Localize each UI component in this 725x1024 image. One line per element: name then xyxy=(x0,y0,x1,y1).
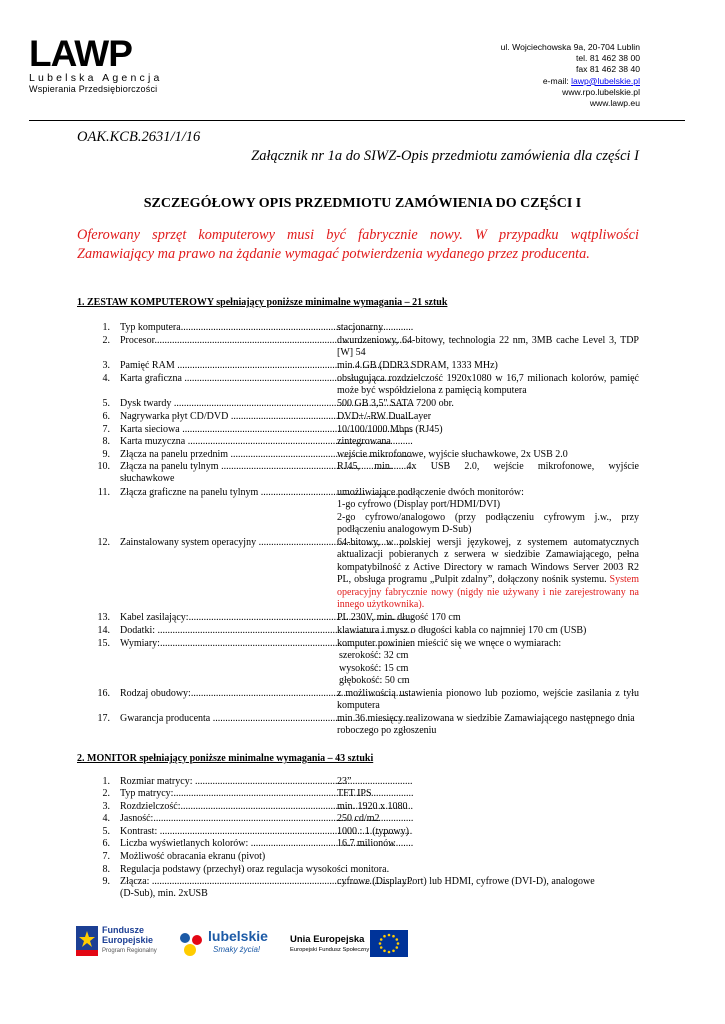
lubelskie-logo xyxy=(177,928,267,960)
spec-value: klawiatura i mysz o długości kabla co najmniej 170 cm (USB) xyxy=(337,625,587,636)
spec-label: Rodzaj obudowy: ..... xyxy=(120,688,413,700)
spec-value-red: System operacyjny fabrycznie nowy (nigdy nie używany i nie zarejestrowany na innego użytkownika). xyxy=(337,574,639,611)
spec-num: 2. xyxy=(102,788,110,799)
spec-label: Złącza graficzne na panelu tylnym ..... xyxy=(120,487,413,499)
spec-row xyxy=(77,625,639,637)
spec-row xyxy=(77,876,639,901)
lawp-logo xyxy=(29,35,169,97)
spec-value: RJ45, min. 4x USB 2.0, wejście mikrofonowe, wyjście xyxy=(337,461,639,472)
spec-label: Jasność: ..... xyxy=(120,813,413,825)
spec-row xyxy=(77,864,639,876)
spec-row xyxy=(77,713,639,738)
spec-subvalue: wysokość: 15 cm xyxy=(339,662,409,674)
spec-value: min 4 GB (DDR3 SDRAM, 1333 MHz) xyxy=(337,360,498,371)
spec-label: Dysk twardy ..... xyxy=(120,398,413,410)
spec-row xyxy=(77,801,639,813)
spec-label: Gwarancja producenta ..... xyxy=(120,713,413,725)
spec-label: Procesor ..... xyxy=(120,335,413,347)
spec-num: 7. xyxy=(102,424,110,435)
spec-label: Karta muzyczna ..... xyxy=(120,436,413,448)
spec-value: 23” xyxy=(337,776,352,787)
spec-full-text: Regulacja podstawy (przechył) oraz regulacja wysokości monitora. xyxy=(120,864,390,875)
lubelskie-name: lubelskie xyxy=(208,928,268,944)
section1-heading: 1. ZESTAW KOMPUTEROWY spełniający poniższe minimalne wymagania – 21 sztuk xyxy=(77,297,448,308)
eu-title: Unia Europejska xyxy=(290,934,365,945)
spec-label: Nagrywarka płyt CD/DVD ..... xyxy=(120,411,413,423)
spec-value: komputer powinien mieścić się we wnęce o wymiarach: xyxy=(337,638,562,649)
spec-subvalue: szerokość: 32 cm xyxy=(339,650,409,662)
spec-row xyxy=(77,776,639,788)
spec-label: Typ matrycy: ..... xyxy=(120,788,413,800)
spec-label: Zainstalowany system operacyjny ..... xyxy=(120,537,413,549)
email-link[interactable]: lawp@lubelskie.pl xyxy=(571,75,640,86)
spec-value: min 36 miesięcy realizowana w siedzibie Zamawiającego następnego dnia roboczego po zgłoszeniu xyxy=(337,713,635,737)
spec-row xyxy=(77,788,639,800)
header-divider xyxy=(29,120,685,121)
spec-row xyxy=(77,851,639,863)
spec-subvalue: 2-go cyfrowo/analogowo (przy podłączeniu cyfrowym j.w., przy podłączeniu analogowym D-Sub) xyxy=(337,511,639,536)
spec-num: 8. xyxy=(102,436,110,447)
contact-email-label: e-mail: xyxy=(542,75,572,86)
spec-label: Rozdzielczość: ..... xyxy=(120,801,413,813)
spec-num: 5. xyxy=(102,826,110,837)
spec-num: 16. xyxy=(97,688,110,699)
spec-full-text: Możliwość obracania ekranu (pivot) xyxy=(120,851,266,862)
spec-num: 1. xyxy=(102,776,110,787)
spec-value-continuation: słuchawkowe xyxy=(120,473,175,485)
spec-row xyxy=(77,322,639,334)
fe-star-icon xyxy=(76,926,98,956)
spec-row xyxy=(77,838,639,850)
spec-num: 6. xyxy=(102,411,110,422)
spec-num: 1. xyxy=(102,322,110,333)
spec-value: wejście mikrofonowe, wyjście słuchawkowe, 2x USB 2.0 xyxy=(337,449,568,460)
contact-block xyxy=(501,42,640,109)
page-title: SZCZEGÓŁOWY OPIS PRZEDMIOTU ZAMÓWIENIA DO CZĘŚCI I xyxy=(143,196,582,211)
spec-row xyxy=(77,826,639,838)
spec-value: stacjonarny xyxy=(337,322,384,333)
spec-num: 8. xyxy=(102,864,110,875)
spec-num: 2. xyxy=(102,335,110,346)
spec-row xyxy=(77,436,639,448)
spec-label: Kabel zasilający: ..... xyxy=(120,612,413,624)
spec-num: 9. xyxy=(102,876,110,887)
spec-value: 1000 : 1 (typowy) xyxy=(337,826,409,837)
spec-value: 16.7 milionów xyxy=(337,838,396,849)
spec-label: Kontrast: ..... xyxy=(120,826,413,838)
logo-line1: Lubelska Agencja xyxy=(29,72,163,84)
spec-num: 11. xyxy=(97,487,110,498)
spec-label: Rozmiar matrycy: ..... xyxy=(120,776,413,788)
lubelskie-slogan: Smaky życia! xyxy=(213,945,261,954)
spec-value: PL 230V, min. długość 170 cm xyxy=(337,612,461,623)
spec-value: DVD+/-RW DualLayer xyxy=(337,411,432,422)
spec-subvalue: głębokość: 50 cm xyxy=(339,675,410,687)
spec-label: Pamięć RAM ..... xyxy=(120,360,413,372)
spec-row xyxy=(77,373,639,398)
spec-subvalue: 1-go cyfrowo (Display port/HDMI/DVI) xyxy=(337,499,501,511)
fe-line2: Europejskie xyxy=(102,935,154,945)
spec-num: 5. xyxy=(102,398,110,409)
section2-heading: 2. MONITOR spełniający poniższe minimalne wymagania – 43 sztuki xyxy=(77,753,374,764)
spec-num: 10. xyxy=(97,461,110,472)
spec-label: Karta sieciowa ..... xyxy=(120,424,413,436)
spec-row xyxy=(77,360,639,372)
spec-value-continuation: (D-Sub), min. 2xUSB xyxy=(120,888,208,900)
spec-value: TFT IPS xyxy=(337,788,372,799)
spec-value: 250 cd/m2 xyxy=(337,813,380,824)
spec-value: dwurdzeniowy, 64-bitowy, technologia 22 nm, 3MB cache Level 3, TDP [W] 54 xyxy=(337,335,639,359)
spec-row xyxy=(77,461,639,486)
spec-row xyxy=(77,688,639,713)
spec-num: 9. xyxy=(102,449,110,460)
spec-value: 500 GB 3,5" SATA 7200 obr. xyxy=(337,398,454,409)
document-reference: OAK.KCB.2631/1/16 xyxy=(77,129,201,145)
spec-row xyxy=(77,424,639,436)
spec-row xyxy=(77,638,639,688)
spec-num: 3. xyxy=(102,801,110,812)
logo-mark: LAWP xyxy=(29,33,132,74)
spec-value: min. 1920 x 1080 xyxy=(337,801,408,812)
spec-num: 4. xyxy=(102,373,110,384)
spec-num: 12. xyxy=(97,537,110,548)
spec-num: 4. xyxy=(102,813,110,824)
fe-line1: Fundusze xyxy=(102,925,144,935)
spec-num: 7. xyxy=(102,851,110,862)
spec-label: Złącza na panelu przednim ..... xyxy=(120,449,413,461)
lubelskie-icon xyxy=(177,930,205,958)
annex-title: Załącznik nr 1a do SIWZ-Opis przedmiotu zamówienia dla części I xyxy=(251,148,639,164)
spec-num: 3. xyxy=(102,360,110,371)
fe-line3: Program Regionalny xyxy=(102,948,157,954)
spec-num: 6. xyxy=(102,838,110,849)
spec-label: Liczba wyświetlanych kolorów: ..... xyxy=(120,838,413,850)
spec-label: Karta graficzna ..... xyxy=(120,373,413,385)
spec-value: obsługująca rozdzielczość 1920x1080 w 16,7 milionach kolorów, pamięć może być współdzielona z pamięcią komputera xyxy=(337,373,639,397)
contact-fax: fax 81 462 38 40 xyxy=(575,64,640,75)
spec-row xyxy=(77,537,639,611)
spec-label: Dodatki: ..... xyxy=(120,625,413,637)
spec-row xyxy=(77,813,639,825)
spec-row xyxy=(77,449,639,461)
spec-value: zintegrowana xyxy=(337,436,391,447)
eu-flag-icon xyxy=(370,930,408,957)
spec-row xyxy=(77,335,639,360)
logo-line2: Wspierania Przedsiębiorczości xyxy=(29,84,158,94)
spec-label: Złącza: ..... xyxy=(120,876,413,888)
fundusze-europejskie-logo xyxy=(76,924,166,962)
warning-note: Oferowany sprzęt komputerowy musi być fabrycznie nowy. W przypadku wątpliwości Zamawiający ma prawo na żądanie wymagać potwierdzenia wydanego przez producenta. xyxy=(77,227,639,262)
spec-num: 14. xyxy=(97,625,110,636)
eu-logo xyxy=(290,928,410,960)
spec-value: 10/100/1000 Mbps (RJ45) xyxy=(337,424,443,435)
contact-email-line xyxy=(501,76,640,87)
spec-row xyxy=(77,411,639,423)
eu-subtitle: Europejski Fundusz Społeczny xyxy=(290,947,370,953)
spec-num: 17. xyxy=(97,713,110,724)
spec-row xyxy=(77,487,639,537)
spec-row xyxy=(77,612,639,624)
spec-value: umożliwiające podłączenie dwóch monitorów: xyxy=(337,487,524,498)
contact-web2: www.lawp.eu xyxy=(589,98,640,109)
spec-value: cyfrowe (DisplayPort) lub HDMI, cyfrowe (DVI-D), analogowe xyxy=(337,876,595,887)
spec-row xyxy=(77,398,639,410)
spec-num: 13. xyxy=(97,612,110,623)
spec-value: z możliwością ustawienia pionowo lub poziomo, wejście zasilania z tyłu komputera xyxy=(337,688,639,712)
spec-num: 15. xyxy=(97,638,110,649)
spec-label: Złącza na panelu tylnym ..... xyxy=(120,461,413,473)
contact-tel: tel. 81 462 38 00 xyxy=(575,53,640,64)
spec-label: Typ komputera ..... xyxy=(120,322,413,334)
spec-label: Wymiary: ..... xyxy=(120,638,413,650)
contact-web1: www.rpo.lubelskie.pl xyxy=(562,86,640,97)
spec-value-text: 64-bitowy, w polskiej wersji językowej, z systemem automatycznych aktualizacji pobieranych z serwera w siedzibie Zamawiającego, pełna kompatybilność z Active Directory w ramach Windows Server 2003 R2 PL, obsługa programu „Pulpit zdalny”, dołączony nośnik systemu. xyxy=(337,537,639,586)
contact-address: ul. Wojciechowska 9a, 20-704 Lublin xyxy=(500,42,640,52)
